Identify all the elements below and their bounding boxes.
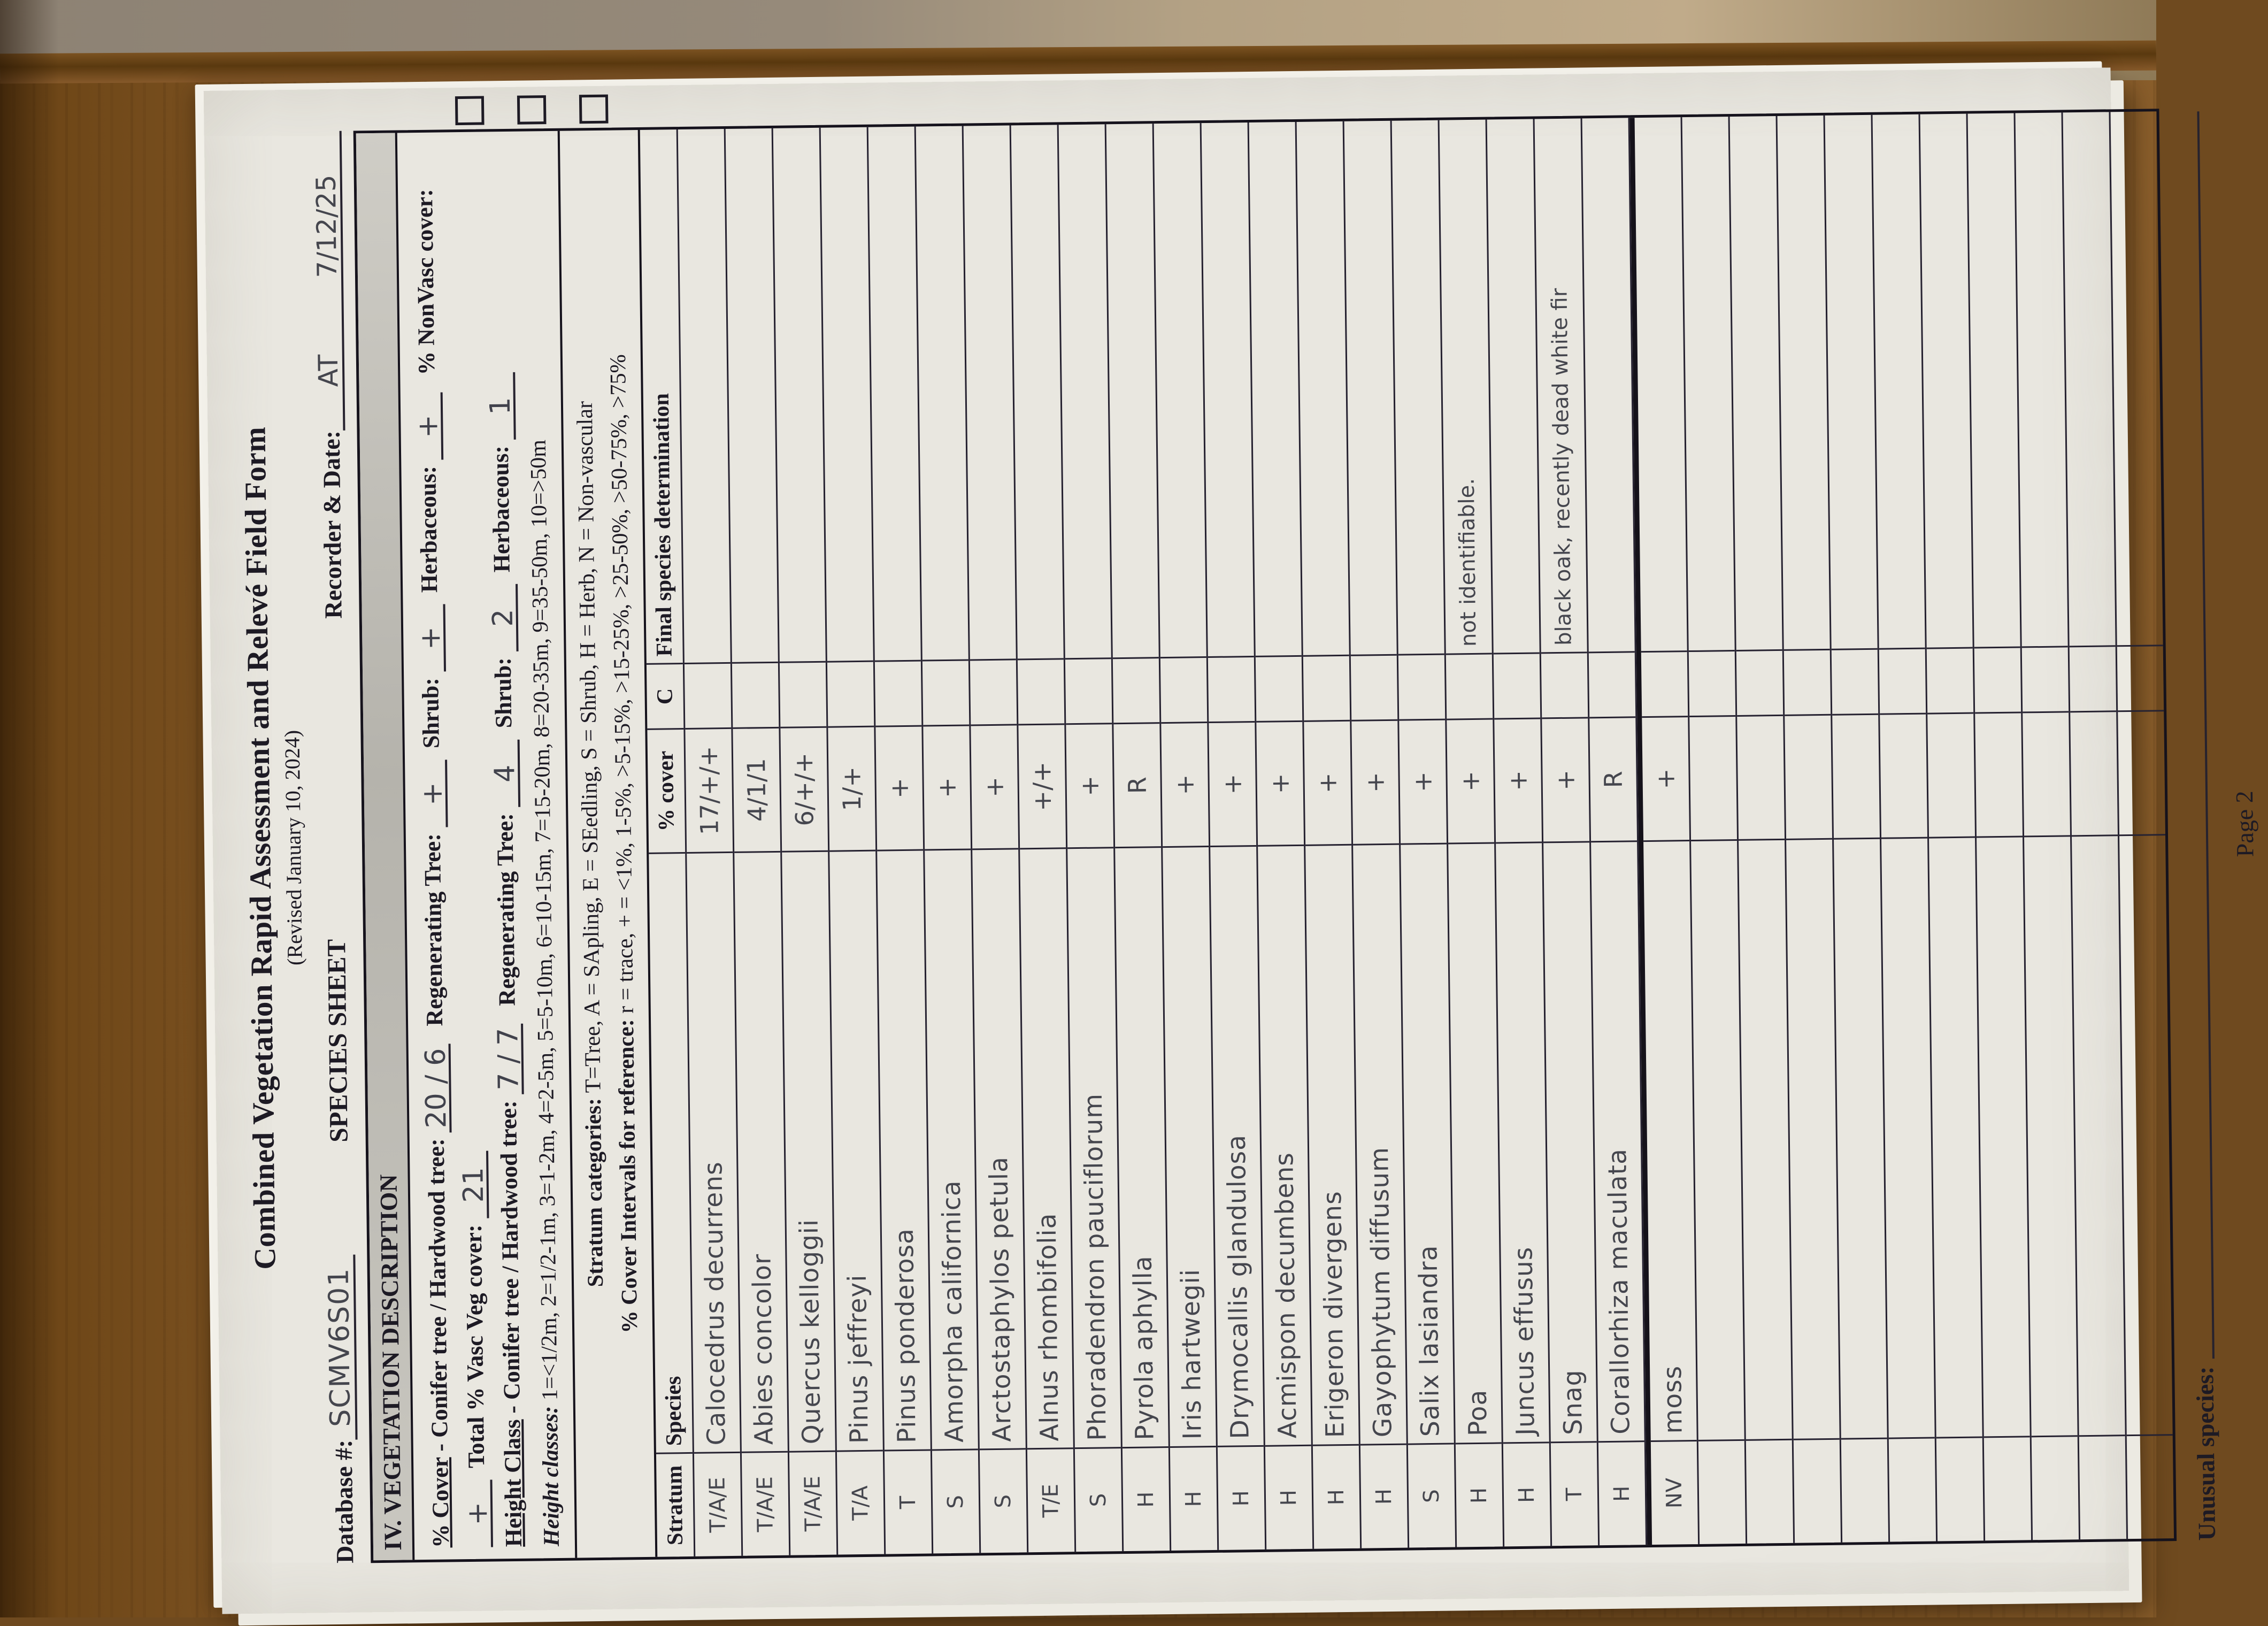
note-cell bbox=[1391, 120, 1444, 654]
cover-cell bbox=[2023, 711, 2070, 835]
species-cell: Corallorhiza maculata bbox=[1591, 840, 1644, 1441]
c-cell bbox=[1688, 650, 1735, 716]
species-cell: Abies concolor bbox=[734, 851, 788, 1452]
stratum-cell bbox=[2079, 1435, 2126, 1539]
note-cell bbox=[2015, 112, 2067, 646]
c-cell bbox=[1831, 648, 1878, 714]
c-cell bbox=[1160, 656, 1206, 722]
cover-cell bbox=[1880, 713, 1927, 838]
cover-cell: +/+ bbox=[1018, 723, 1066, 848]
species-cell: Juncus effusus bbox=[1496, 841, 1549, 1442]
note-cell bbox=[1777, 116, 1829, 649]
species-cell bbox=[1881, 837, 1935, 1438]
species-header: Species bbox=[649, 852, 693, 1453]
stratum-cell: T bbox=[885, 1449, 932, 1554]
conifer-hardwood-label: Conifer tree / Hardwood tree: bbox=[422, 1138, 453, 1438]
c-cell bbox=[1588, 651, 1635, 717]
cover-cell: + bbox=[1642, 716, 1689, 840]
herbaceous-cover-value: + bbox=[416, 393, 443, 461]
c-cell bbox=[1208, 656, 1254, 722]
total-vasc-label: Total % Vasc Veg cover: bbox=[460, 1224, 490, 1469]
note-cell bbox=[1920, 114, 1972, 648]
species-cell: Amorpha californica bbox=[925, 848, 978, 1449]
conifer-hardwood-cover-value: 20 / 6 bbox=[424, 1044, 452, 1132]
cover-cell bbox=[2118, 710, 2165, 834]
recorder-label: Recorder & Date: bbox=[317, 430, 347, 619]
stratum-cell bbox=[1888, 1437, 1935, 1542]
stratum-cell: H bbox=[1265, 1445, 1312, 1550]
c-cell bbox=[1017, 658, 1064, 724]
species-cell: Pyrola aphylla bbox=[1115, 846, 1168, 1447]
subheader-row bbox=[311, 131, 359, 1563]
species-cell bbox=[2072, 834, 2125, 1435]
note-cell bbox=[2063, 112, 2115, 646]
total-vasc-value: 21 bbox=[461, 1151, 489, 1219]
percent-cover-line: % Cover - Conifer tree / Hardwood tree: 20 / 6 Regenerating Tree: + Shrub: + Herbaceous: + % NonVasc cover: + Total % Vasc Veg cover: 21 bbox=[411, 188, 494, 1548]
stratum-cell bbox=[1698, 1439, 1745, 1544]
species-table-body bbox=[678, 111, 2173, 1556]
form-revision-date: (Revised January 10, 2024) bbox=[280, 730, 307, 966]
cover-cell: + bbox=[1161, 722, 1209, 846]
stratum-cell: NV bbox=[1650, 1440, 1697, 1545]
species-cell: Quercus kelloggii bbox=[782, 850, 835, 1451]
recorder-initials: AT bbox=[312, 354, 344, 387]
cover-label: % Cover bbox=[426, 1457, 455, 1548]
herbaceous-height-value: 1 bbox=[488, 372, 516, 440]
note-cell bbox=[1729, 116, 1782, 650]
cover-cell bbox=[1832, 714, 1880, 838]
recorder-date-handwritten bbox=[310, 131, 345, 431]
note-cell bbox=[1154, 123, 1206, 657]
regen-tree-height-value: 4 bbox=[493, 740, 520, 808]
note-cell: not identifiable. bbox=[1454, 478, 1481, 647]
stratum-cell: S bbox=[1408, 1443, 1455, 1548]
stratum-cell: S bbox=[932, 1448, 979, 1553]
species-cell: Erigeron divergens bbox=[1305, 844, 1359, 1445]
cover-cell: + bbox=[1542, 717, 1589, 841]
section-heading: IV. VEGETATION DESCRIPTION bbox=[356, 133, 415, 1560]
stratum-cell: H bbox=[1455, 1442, 1502, 1547]
note-cell bbox=[773, 128, 825, 662]
checkbox-column bbox=[455, 95, 609, 125]
note-cell bbox=[1682, 117, 1734, 650]
note-cell: black oak, recently dead white fir bbox=[1547, 288, 1577, 646]
shrub-height-value: 2 bbox=[490, 584, 518, 652]
species-cell bbox=[1929, 837, 1982, 1437]
c-cell bbox=[732, 662, 779, 727]
cover-intervals-text: r = trace, + = <1%, 1-5%, >5-15%, >15-25%, >25-50%, >50-75%, >75% bbox=[605, 354, 639, 1019]
paper-stack bbox=[204, 67, 2259, 1614]
c-cell bbox=[1398, 654, 1444, 719]
species-cell: Alnus rhombifolia bbox=[1020, 847, 1073, 1448]
note-cell bbox=[916, 126, 968, 660]
c-cell bbox=[2069, 645, 2116, 711]
note-cell bbox=[1872, 114, 1925, 648]
stratum-cell: H bbox=[1312, 1444, 1359, 1549]
checkbox-icon bbox=[517, 95, 547, 125]
species-cell: Salix lasiandra bbox=[1401, 843, 1454, 1444]
species-cell bbox=[1834, 838, 1887, 1438]
cover-cell: 17/+/+ bbox=[685, 727, 733, 852]
stratum-cell: T/A/E bbox=[694, 1452, 741, 1556]
note-cell bbox=[678, 129, 730, 663]
field-form-page bbox=[204, 67, 2259, 1614]
c-cell bbox=[1446, 653, 1492, 719]
c-cell bbox=[1065, 657, 1111, 723]
unusual-species-label: Unusual species: bbox=[2190, 1366, 2220, 1541]
c-cell bbox=[1879, 648, 1925, 714]
conifer-hardwood-height-value: 7 / 7 bbox=[496, 1023, 524, 1094]
sheet-name: SPECIES SHEET bbox=[321, 939, 353, 1143]
c-cell bbox=[827, 661, 874, 726]
c-cell bbox=[2021, 646, 2068, 711]
stratum-categories-label: Stratum categories: bbox=[581, 1098, 608, 1287]
cover-cell: 4/1/1 bbox=[733, 727, 780, 852]
note-cell bbox=[1967, 113, 2020, 647]
c-cell bbox=[1112, 657, 1159, 723]
cover-cell bbox=[1975, 711, 2023, 836]
c-header: C bbox=[647, 663, 683, 728]
database-label: Database #: bbox=[329, 1439, 359, 1564]
cover-cell: + bbox=[1399, 719, 1447, 843]
stratum-cell: T/A bbox=[837, 1450, 884, 1555]
species-cell: Snag bbox=[1543, 841, 1597, 1441]
cover-cell bbox=[1785, 714, 1832, 839]
note-cell bbox=[1296, 121, 1349, 655]
regen-tree-label: Regenerating Tree: bbox=[491, 812, 521, 1006]
height-classes-label: Height classes: bbox=[537, 1406, 564, 1547]
cover-cell: 1/+ bbox=[828, 726, 875, 850]
cover-cell: + bbox=[1494, 717, 1542, 842]
cover-cell: + bbox=[923, 724, 971, 849]
unusual-species-row bbox=[2175, 108, 2221, 1540]
c-cell bbox=[780, 661, 826, 727]
cover-cell bbox=[1689, 715, 1737, 840]
cover-intervals-label: % Cover Intervals for reference: bbox=[613, 1019, 642, 1333]
c-cell bbox=[1493, 652, 1540, 718]
cover-cell: + bbox=[971, 724, 1018, 848]
cover-summary-block bbox=[397, 131, 575, 1560]
species-cell bbox=[1691, 839, 1744, 1440]
stratum-cell bbox=[1793, 1438, 1840, 1543]
regen-tree-cover-value: + bbox=[420, 760, 448, 828]
c-cell bbox=[1541, 651, 1587, 717]
note-cell bbox=[1106, 124, 1158, 657]
species-cell: Acmispon decumbens bbox=[1258, 845, 1311, 1445]
cover-cell: 6/+/+ bbox=[780, 726, 828, 851]
c-cell bbox=[1641, 650, 1687, 716]
regen-tree-label: Regenerating Tree: bbox=[419, 833, 448, 1026]
cover-cell: + bbox=[1209, 721, 1256, 846]
conifer-hardwood-label: Conifer tree / Hardwood tree: bbox=[495, 1100, 526, 1400]
c-cell bbox=[2117, 645, 2163, 710]
c-cell bbox=[922, 659, 968, 725]
stratum-header: Stratum bbox=[656, 1452, 694, 1557]
cover-cell: + bbox=[1351, 719, 1399, 844]
note-cell bbox=[1249, 122, 1301, 656]
stratum-cell: H bbox=[1360, 1444, 1407, 1548]
c-cell bbox=[1303, 655, 1349, 720]
note-cell bbox=[1058, 124, 1111, 658]
note-cell bbox=[820, 127, 873, 661]
species-cell: Poa bbox=[1448, 842, 1502, 1443]
cover-cell: + bbox=[875, 725, 923, 850]
note-cell bbox=[1634, 117, 1687, 651]
stratum-cell: H bbox=[1503, 1441, 1550, 1546]
height-classes-text: 1=<1/2m, 2=1/2-1m, 3=1-2m, 4=2-5m, 5=5-10m, 6=10-15m, 7=15-20m, 8=20-35m, 9=35-50m, 10=>50m bbox=[526, 439, 563, 1406]
herbaceous-label: Herbaceous: bbox=[414, 465, 443, 593]
species-cell: Iris hartwegii bbox=[1163, 846, 1216, 1446]
checkbox-icon bbox=[579, 95, 609, 124]
cover-header: % cover bbox=[647, 728, 685, 853]
note-cell bbox=[725, 128, 778, 662]
date-value: 7/12/25 bbox=[310, 174, 343, 278]
species-cell: Gayophytum diffusum bbox=[1353, 843, 1406, 1444]
herbaceous-label: Herbaceous: bbox=[487, 445, 516, 573]
height-class-line: Height Class - Conifer tree / Hardwood tree: 7 / 7 Regenerating Tree: 4 Shrub: 2 Herbaceous: 1 bbox=[479, 143, 532, 1547]
shrub-cover-value: + bbox=[418, 604, 446, 672]
stratum-cell: S bbox=[980, 1448, 1027, 1553]
unusual-species-blank-line bbox=[2196, 111, 2214, 1359]
height-class-label: Height Class bbox=[499, 1419, 527, 1547]
cover-cell bbox=[1927, 712, 1975, 837]
checkbox-icon bbox=[455, 96, 485, 125]
stratum-cell: H bbox=[1598, 1440, 1645, 1545]
stratum-cell bbox=[1746, 1439, 1793, 1544]
stratum-cell bbox=[1841, 1438, 1888, 1543]
stratum-cell: H bbox=[1122, 1446, 1169, 1551]
cover-cell: R bbox=[1589, 716, 1637, 841]
cover-cell: + bbox=[1447, 718, 1494, 843]
stratum-cell: H bbox=[1170, 1446, 1217, 1551]
species-cell: Pinus jeffreyi bbox=[829, 850, 883, 1451]
stratum-cell: T bbox=[1550, 1441, 1597, 1546]
wood-shadow-band bbox=[0, 0, 59, 1617]
cover-cell: + bbox=[1304, 720, 1351, 845]
note-cell bbox=[1487, 119, 1539, 653]
c-cell bbox=[970, 658, 1016, 724]
stratum-cell bbox=[1983, 1436, 2031, 1540]
note-cell bbox=[1825, 115, 1877, 649]
cover-cell: R bbox=[1113, 722, 1161, 847]
stratum-cell: T/E bbox=[1027, 1447, 1074, 1552]
note-cell bbox=[963, 125, 1016, 659]
species-table bbox=[637, 111, 2173, 1556]
species-cell: Pinus ponderosa bbox=[877, 849, 931, 1450]
c-cell bbox=[1926, 647, 1973, 713]
c-cell bbox=[1783, 649, 1830, 715]
species-cell bbox=[2024, 835, 2078, 1436]
species-cell bbox=[2119, 834, 2173, 1435]
page-number: Page 2 bbox=[2230, 791, 2259, 857]
stratum-cell bbox=[2126, 1434, 2173, 1539]
note-cell bbox=[2110, 111, 2163, 645]
stratum-cell: H bbox=[1217, 1445, 1264, 1550]
species-cell: moss bbox=[1643, 840, 1697, 1440]
shrub-label: Shrub: bbox=[417, 677, 444, 749]
database-value-handwritten: SCMV6S01 bbox=[326, 1254, 358, 1440]
note-cell bbox=[1344, 121, 1396, 655]
species-cell: Arctostaphylos petula bbox=[972, 848, 1026, 1448]
note-cell bbox=[1582, 118, 1634, 651]
note-cell bbox=[1201, 122, 1254, 656]
nonvasc-value: + bbox=[465, 1479, 493, 1547]
stratum-cell bbox=[1936, 1436, 1983, 1541]
c-cell bbox=[1974, 646, 2020, 712]
stratum-cell: T/A/E bbox=[789, 1451, 836, 1555]
note-cell bbox=[1011, 125, 1063, 658]
stratum-cell: T/A/E bbox=[742, 1451, 789, 1556]
species-cell bbox=[1739, 839, 1792, 1439]
stratum-cell: S bbox=[1074, 1447, 1121, 1552]
note-cell bbox=[868, 127, 920, 661]
c-cell bbox=[1255, 655, 1302, 721]
species-cell: Calocedrus decurrens bbox=[687, 852, 740, 1452]
c-cell bbox=[1350, 654, 1397, 720]
shrub-label: Shrub: bbox=[490, 657, 517, 728]
species-cell bbox=[1977, 835, 2030, 1436]
stratum-cell bbox=[2031, 1435, 2078, 1540]
cover-cell: + bbox=[1066, 723, 1113, 847]
species-cell: Phoradendron pauciflorum bbox=[1067, 847, 1121, 1447]
recorder-date-row bbox=[310, 131, 348, 619]
nonvasc-label: % NonVasc cover: bbox=[411, 188, 440, 375]
species-cell: Drymocallis glandulosa bbox=[1210, 845, 1264, 1446]
species-cell bbox=[1786, 838, 1840, 1439]
cover-cell bbox=[2070, 710, 2118, 835]
c-cell bbox=[685, 662, 731, 728]
c-cell bbox=[1736, 649, 1782, 715]
final-determination-header: Final species determination bbox=[649, 393, 677, 657]
vegetation-description-section bbox=[353, 109, 2177, 1563]
stratum-categories-text: T=Tree, A = SApling, E = SEedling, S = Shrub, H = Herb, N = Non-vascular bbox=[572, 401, 606, 1099]
c-cell bbox=[874, 660, 921, 726]
cover-cell: + bbox=[1256, 720, 1304, 845]
cover-cell bbox=[1737, 715, 1785, 839]
form-title: Combined Vegetation Rapid Assessment and Relevé Field Form bbox=[238, 426, 282, 1270]
